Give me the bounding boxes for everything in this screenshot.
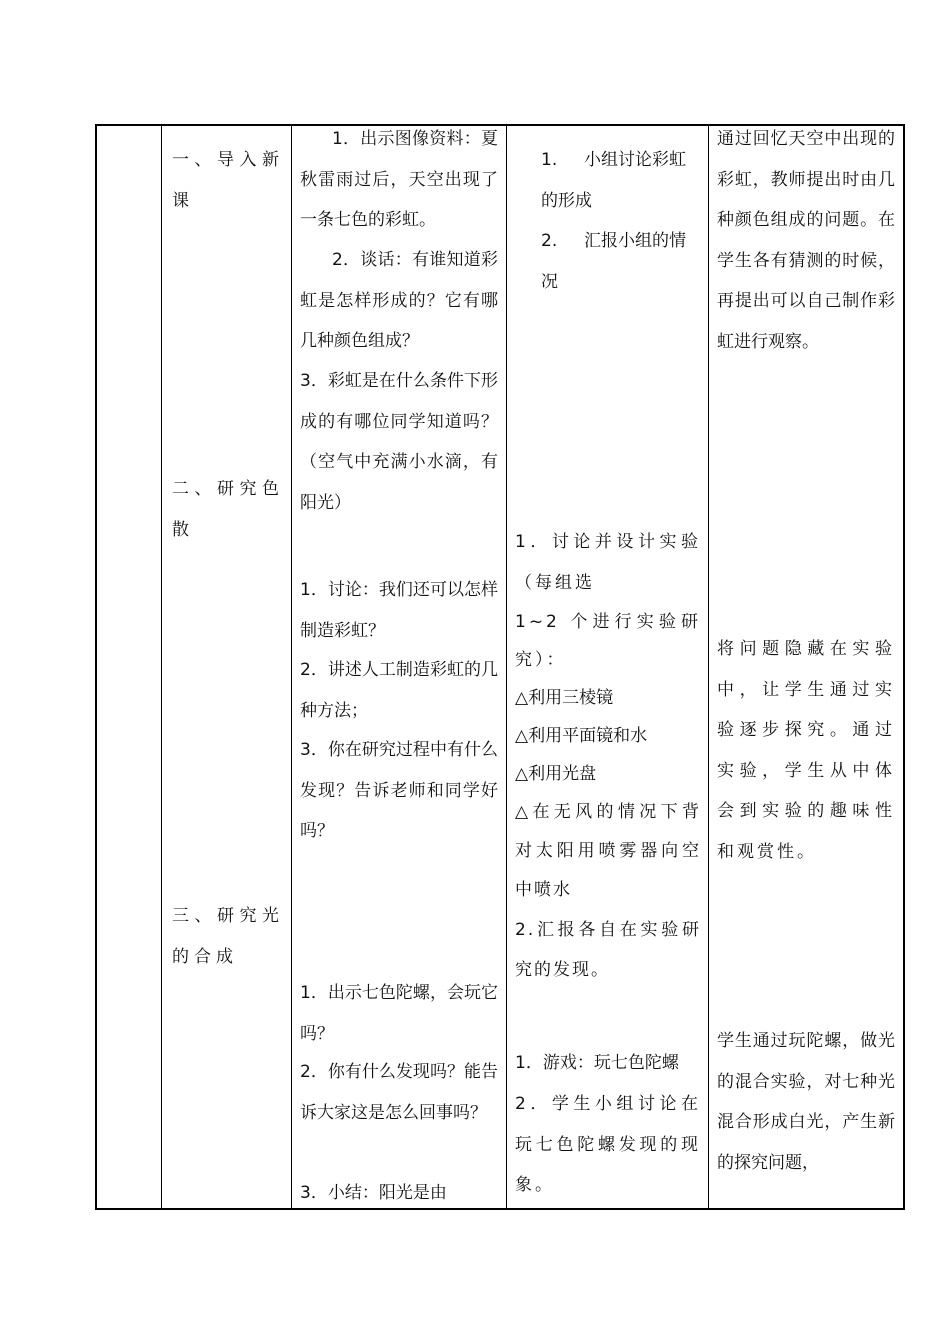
teacher-intro-item-3: 3．彩虹是在什么条件下形成的有哪位同学知道吗？（空气中充满小水滴，有阳光） bbox=[300, 371, 498, 513]
student-dispersion-line-3: △利用三棱镜 bbox=[515, 688, 614, 708]
stage-synthesis: 三、研究光的合成 bbox=[172, 906, 284, 967]
teacher-synthesis-item-3: 3．小结：阳光是由 bbox=[300, 1183, 447, 1203]
student-dispersion-block bbox=[515, 522, 701, 990]
student-dispersion-line-4: △利用平面镜和水 bbox=[515, 726, 648, 746]
student-dispersion-line-7: 2.汇报各自在实验研究的发现。 bbox=[515, 920, 701, 980]
stage-dispersion: 二、研究色散 bbox=[172, 479, 284, 540]
empty-column bbox=[97, 126, 161, 1208]
student-intro-item-2: 2. 汇报小组的情况 bbox=[541, 231, 686, 292]
student-dispersion-line-5: △利用光盘 bbox=[515, 764, 597, 784]
intent-column bbox=[709, 126, 903, 1208]
teacher-synthesis-item-1: 1．出示七色陀螺，会玩它吗？ bbox=[300, 983, 498, 1044]
student-dispersion-line-2: 1~2 个进行实验研究）： bbox=[515, 612, 701, 670]
student-synthesis-item-2: 2．学生小组讨论在玩七色陀螺发现的现象。 bbox=[515, 1094, 701, 1195]
student-synthesis-item-1: 1．游戏：玩七色陀螺 bbox=[515, 1053, 679, 1073]
teacher-dispersion-item-1: 1．讨论：我们还可以怎样制造彩虹？ bbox=[300, 580, 498, 641]
student-dispersion-line-6: △在无风的情况下背对太阳用喷雾器向空中喷水 bbox=[515, 802, 701, 900]
teacher-dispersion-item-2: 2．讲述人工制造彩虹的几种方法； bbox=[300, 660, 498, 721]
teacher-intro-item-1: 1．出示图像资料：夏秋雷雨过后，天空出现了一条七色的彩虹。 bbox=[300, 129, 498, 230]
stage-column bbox=[162, 126, 291, 1208]
student-intro-item-1: 1. 小组讨论彩虹的形成 bbox=[541, 150, 686, 211]
lesson-plan-table bbox=[95, 124, 905, 1210]
stage-intro: 一、导入新课 bbox=[172, 150, 284, 211]
student-dispersion-line-1: 1．讨论并设计实验（每组选 bbox=[515, 532, 701, 593]
intent-synthesis: 学生通过玩陀螺，做光的混合实验，对七种光混合形成白光，产生新的探究问题， bbox=[717, 1031, 895, 1173]
teacher-dispersion-item-3: 3．你在研究过程中有什么发现？告诉老师和同学好吗？ bbox=[300, 740, 498, 841]
student-column bbox=[507, 126, 708, 1208]
intent-dispersion: 将问题隐藏在实验中，让学生通过实验逐步探究。通过实验，学生从中体会到实验的趣味性和观赏性。 bbox=[717, 639, 895, 862]
teacher-synthesis-item-2: 2．你有什么发现吗？能告诉大家这是怎么回事吗？ bbox=[300, 1062, 498, 1123]
teacher-intro-item-2: 2．谈话：有谁知道彩虹是怎样形成的？它有哪几种颜色组成？ bbox=[300, 250, 498, 351]
teacher-column bbox=[292, 126, 506, 1208]
intent-intro: 通过回忆天空中出现的彩虹，教师提出时由几种颜色组成的问题。在学生各有猜测的时候，再提出可以自己制作彩虹进行观察。 bbox=[717, 129, 895, 352]
